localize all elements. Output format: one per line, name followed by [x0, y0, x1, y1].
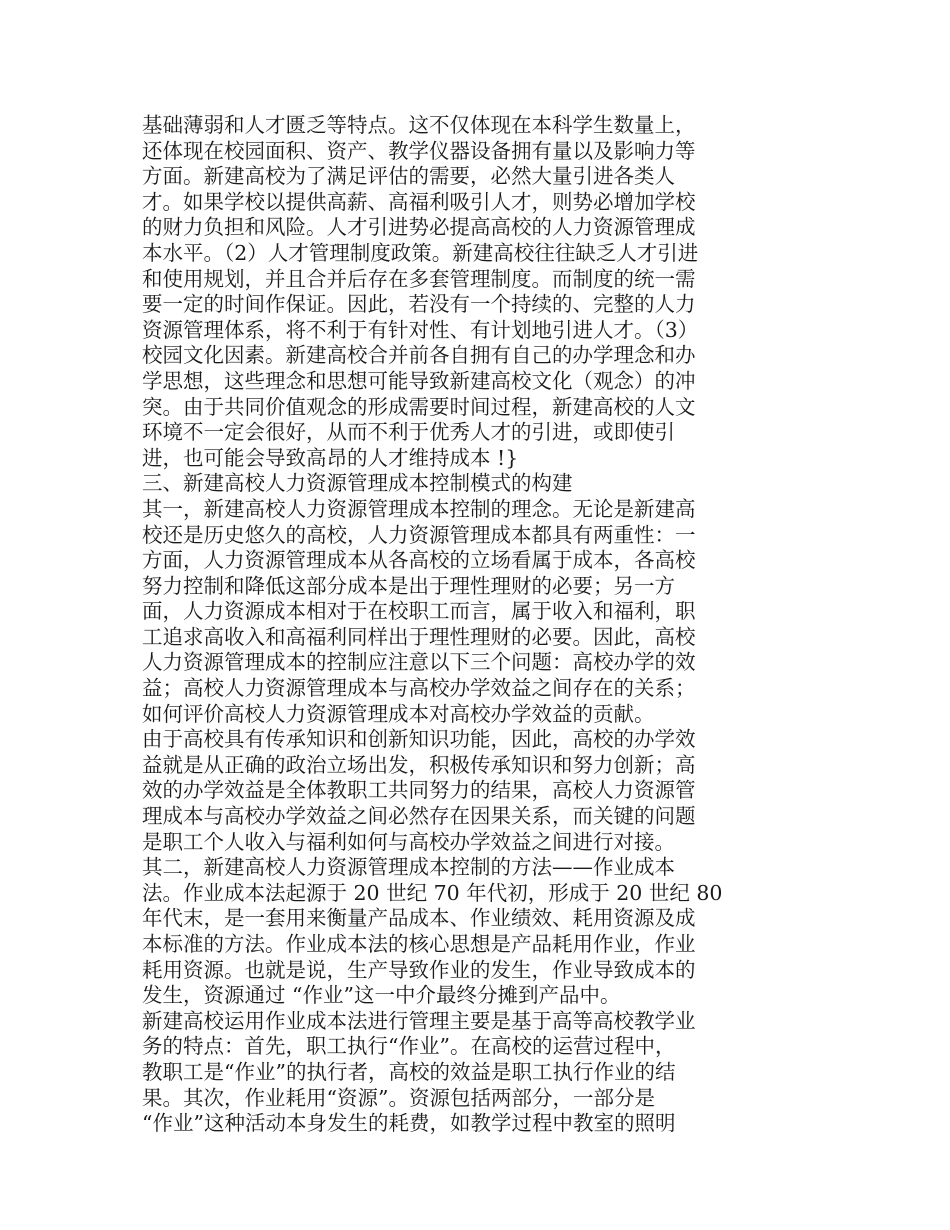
- text-line-2: 还体现在校园面积、资产、教学仪器设备拥有量以及影响力等: [142, 138, 696, 163]
- text-line-29: 是职工个人收入与福利如何与高校办学效益之间进行对接。: [142, 829, 675, 854]
- text-line-20: 面，人力资源成本相对于在校职工而言，属于收入和福利，职: [142, 599, 696, 624]
- text-line-32: 年代末，是一套用来衡量产品成本、作业绩效、耗用资源及成: [142, 906, 696, 931]
- text-line-35: 发生，资源通过 “作业”这一中介最终分摊到产品中。: [142, 983, 621, 1008]
- text-line-28: 理成本与高校办学效益之间必然存在因果关系，而关键的问题: [142, 804, 696, 829]
- text-line-33: 本标准的方法。作业成本法的核心思想是产品耗用作业，作业: [142, 932, 696, 956]
- text-line-4: 才。如果学校以提供高薪、高福利吸引人才，则势必增加学校: [142, 189, 696, 214]
- text-line-14: 进，也可能会导致高昂的人才维持成本 !}: [142, 445, 519, 470]
- text-line-7: 和使用规划，并且合并后存在多套管理制度。而制度的统一需: [142, 266, 696, 291]
- text-line-27: 效的办学效益是全体教职工共同努力的结果，高校人力资源管: [142, 778, 696, 803]
- document-body: [142, 113, 742, 1137]
- text-line-34: 耗用资源。也就是说，生产导致作业的发生，作业导致成本的: [142, 957, 696, 982]
- text-line-13: 环境不一定会很好，从而不利于优秀人才的引进，或即使引: [142, 420, 675, 445]
- text-line-40: “作业”这种活动本身发生的耗费，如教学过程中教室的照明: [142, 1111, 676, 1136]
- text-line-23: 益；高校人力资源管理成本与高校办学效益之间存在的关系；: [142, 676, 696, 701]
- text-line-22: 人力资源管理成本的控制应注意以下三个问题：高校办学的效: [142, 650, 696, 675]
- text-line-30: 其二，新建高校人力资源管理成本控制的方法——作业成本: [142, 855, 675, 880]
- text-line-26: 益就是从正确的政治立场出发，积极传承知识和努力创新；高: [142, 752, 696, 777]
- text-line-24: 如何评价高校人力资源管理成本对高校办学效益的贡献。: [142, 701, 655, 726]
- section-heading: 三、新建高校人力资源管理成本控制模式的构建: [142, 471, 573, 496]
- text-line-8: 要一定的时间作保证。因此，若没有一个持续的、完整的人力: [142, 292, 696, 317]
- text-line-5: 的财力负担和风险。人才引进势必提高高校的人力资源管理成: [142, 215, 696, 240]
- text-line-37: 务的特点：首先，职工执行“作业”。在高校的运营过程中，: [142, 1034, 676, 1059]
- text-line-38: 教职工是“作业”的执行者，高校的效益是职工执行作业的结: [142, 1059, 676, 1084]
- text-line-31: 法。作业成本法起源于 20 世纪 70 年代初，形成于 20 世纪 80: [142, 880, 723, 905]
- text-line-16: 其一，新建高校人力资源管理成本控制的理念。无论是新建高: [142, 496, 696, 521]
- text-line-18: 方面，人力资源管理成本从各高校的立场看属于成本，各高校: [142, 548, 696, 573]
- text-line-17: 校还是历史悠久的高校，人力资源管理成本都具有两重性：一: [142, 522, 696, 547]
- text-line-1: 基础薄弱和人才匮乏等特点。这不仅体现在本科学生数量上，: [142, 113, 696, 137]
- text-line-12: 突。由于共同价值观念的形成需要时间过程，新建高校的人文: [142, 394, 696, 419]
- text-line-25: 由于高校具有传承知识和创新知识功能，因此，高校的办学效: [142, 727, 696, 752]
- text-line-11: 学思想，这些理念和思想可能导致新建高校文化（观念）的冲: [142, 368, 696, 393]
- text-line-6: 本水平。（2）人才管理制度政策。新建高校往往缺乏人才引进: [142, 240, 699, 265]
- text-line-36: 新建高校运用作业成本法进行管理主要是基于高等高校教学业: [142, 1008, 696, 1033]
- text-line-10: 校园文化因素。新建高校合并前各自拥有自己的办学理念和办: [142, 343, 696, 368]
- text-line-9: 资源管理体系，将不利于有针对性、有计划地引进人才。（3）: [142, 317, 699, 342]
- text-line-39: 果。其次，作业耗用“资源”。资源包括两部分，一部分是: [142, 1085, 655, 1110]
- text-line-21: 工追求高收入和高福利同样出于理性理财的必要。因此，高校: [142, 624, 696, 649]
- text-line-19: 努力控制和降低这部分成本是出于理性理财的必要；另一方: [142, 573, 675, 598]
- text-line-3: 方面。新建高校为了满足评估的需要，必然大量引进各类人: [142, 164, 675, 189]
